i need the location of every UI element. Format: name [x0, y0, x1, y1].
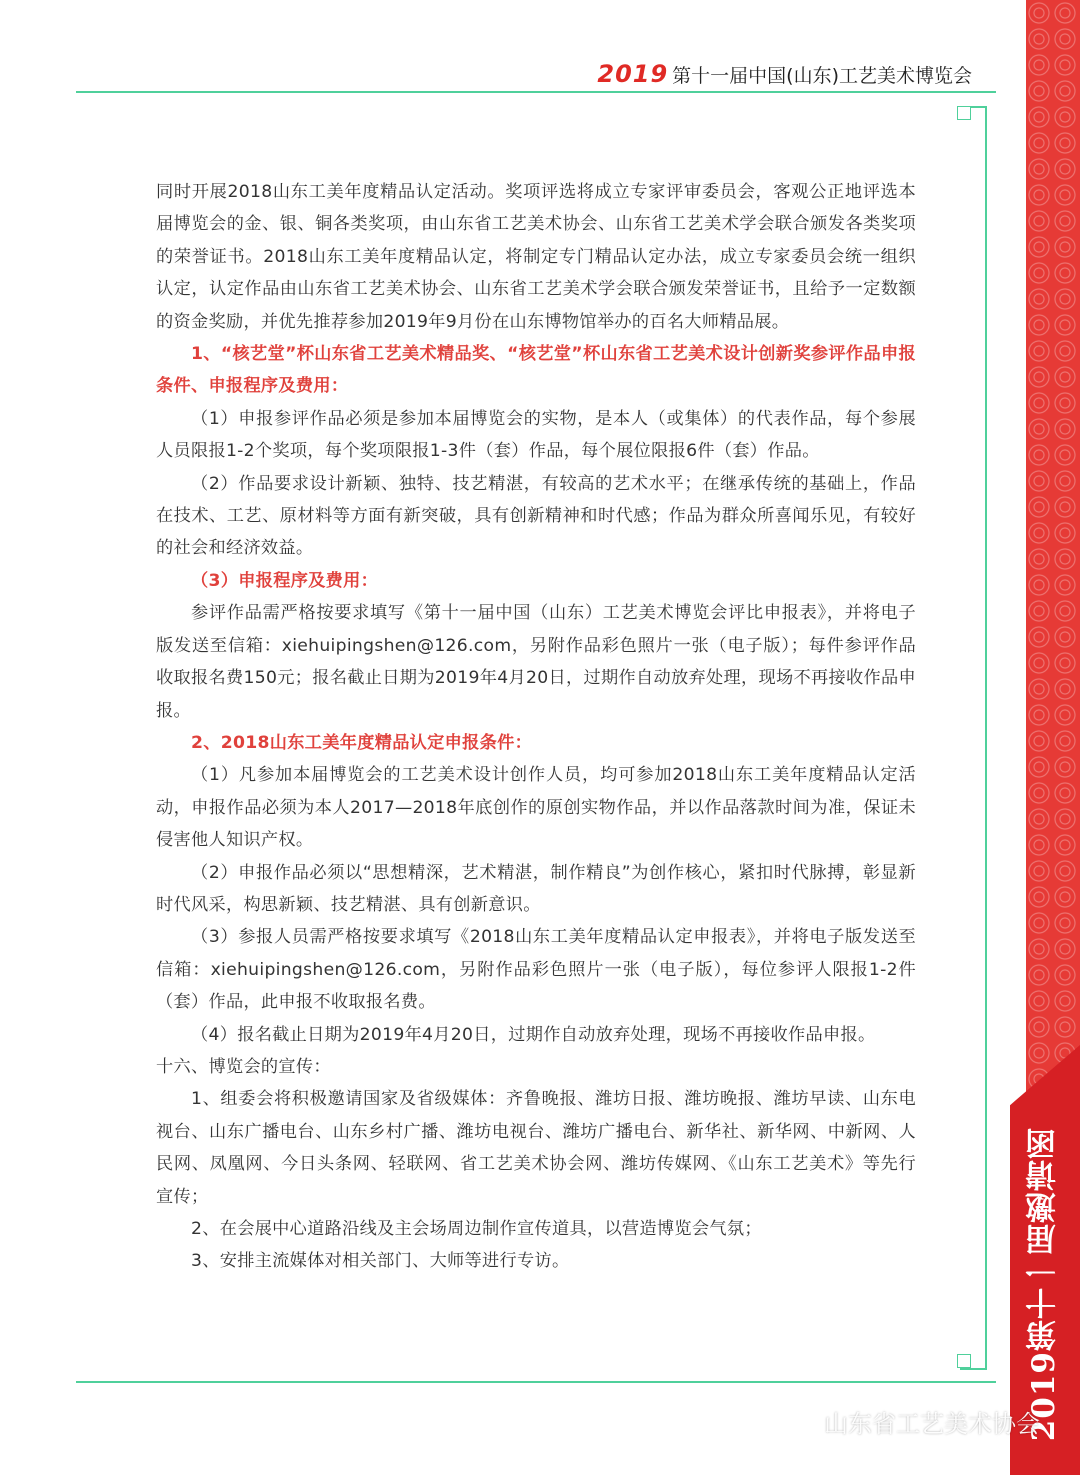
frame-corner-square-bottom [957, 1354, 971, 1368]
section-heading-1: 1、“核艺堂”杯山东省工艺美术精品奖、“核艺堂”杯山东省工艺美术设计创新奖参评作品申报条件、申报程序及费用： [156, 344, 916, 397]
wechat-icon [770, 1406, 814, 1438]
paragraph-1-2: （2）作品要求设计新颖、独特、技艺精湛，有较高的艺术水平；在继承传统的基础上，作品在技术、工艺、原材料等方面有新突破，具有创新精神和时代感；作品为群众所喜闻乐见，有较好的社会和经济效益。 [156, 473, 916, 559]
header-title: 第十一届中国(山东)工艺美术博览会 [672, 65, 972, 87]
paragraph-2-2: （2）申报作品必须以“思想精深，艺术精湛，制作精良”为创作核心，紧扣时代脉搏，彰显新时代风采，构思新颖、技艺精湛、具有创新意识。 [156, 862, 916, 915]
section-heading-16: 十六、博览会的宣传： [156, 1056, 331, 1077]
paragraph-16-2: 2、在会展中心道路沿线及主会场周边制作宣传道具，以营造博览会气氛； [191, 1219, 762, 1239]
subheading-1-3: （3）申报程序及费用： [191, 570, 379, 591]
article-body [156, 176, 916, 1278]
paragraph-2-1: （1）凡参加本届博览会的工艺美术设计创作人员，均可参加2018山东工美年度精品认定活动，申报作品必须为本人2017—2018年底创作的原创实物作品，并以作品落款时间为准，保证未侵害他人知识产权。 [156, 765, 916, 851]
frame-bottom-line [76, 1381, 996, 1383]
paragraph-16-1: 1、组委会将积极邀请国家及省级媒体：齐鲁晚报、潍坊日报、潍坊晚报、潍坊早读、山东电视台、山东广播电台、山东乡村广播、潍坊电视台、潍坊广播电台、新华社、新华网、中新网、人民网、凤凰网、今日头条网、轻联网、省工艺美术协会网、潍坊传媒网、《山东工艺美术》等先行宣传； [156, 1089, 916, 1207]
frame-top-line [76, 91, 996, 93]
paragraph-1-1: （1）申报参评作品必须是参加本届博览会的实物，是本人（或集体）的代表作品，每个参展人员限报1-2个奖项，每个奖项限报1-3件（套）作品，每个展位限报6件（套）作品。 [156, 408, 916, 462]
watermark-text: 山东省工艺美术协会 [824, 1410, 1040, 1438]
paragraph-1-3: 参评作品需严格按要求填写《第十一届中国（山东）工艺美术博览会评比申报表》，并将电子版发送至信箱：xiehuipingshen@126.com，另附作品彩色照片一张（电子版）；每件参评作品收取报名费150元；报名截止日期为2019年4月20日，过期作自动放弃处理，现场不再接收作品申报。 [156, 603, 916, 721]
side-banner-text: 2019第十一届邀请函 [1026, 1126, 1062, 1441]
section-heading-2: 2、2018山东工美年度精品认定申报条件： [191, 732, 533, 753]
header-year: 2019 [597, 60, 669, 88]
watermark [770, 1404, 1040, 1439]
page-header [597, 60, 972, 94]
paragraph-16-3: 3、安排主流媒体对相关部门、大师等进行专访。 [191, 1251, 570, 1272]
frame-corner-square-top [957, 106, 971, 120]
paragraph-2-3: （3）参报人员需严格按要求填写《2018山东工美年度精品认定申报表》，并将电子版发送至信箱：xiehuipingshen@126.com，另附作品彩色照片一张（电子版），每位参评人限报1-2件（套）作品，此申报不收取报名费。 [156, 927, 916, 1013]
paragraph-2-4: （4）报名截止日期为2019年4月20日，过期作自动放弃处理，现场不再接收作品申报。 [191, 1024, 876, 1045]
paragraph-intro: 同时开展2018山东工美年度精品认定活动。奖项评选将成立专家评审委员会，客观公正地评选本届博览会的金、银、铜各类奖项，由山东省工艺美术协会、山东省工艺美术学会联合颁发各类奖项的荣誉证书。2018山东工美年度精品认定，将制定专门精品认定办法，成立专家委员会统一组织认定，认定作品由山东省工艺美术协会、山东省工艺美术学会联合颁发荣誉证书，且给予一定数额的资金奖励，并优先推荐参加2019年9月份在山东博物馆举办的百名大师精品展。 [156, 182, 916, 332]
frame-right-tick-bottom [960, 1368, 987, 1370]
frame-right-line [985, 106, 987, 1368]
